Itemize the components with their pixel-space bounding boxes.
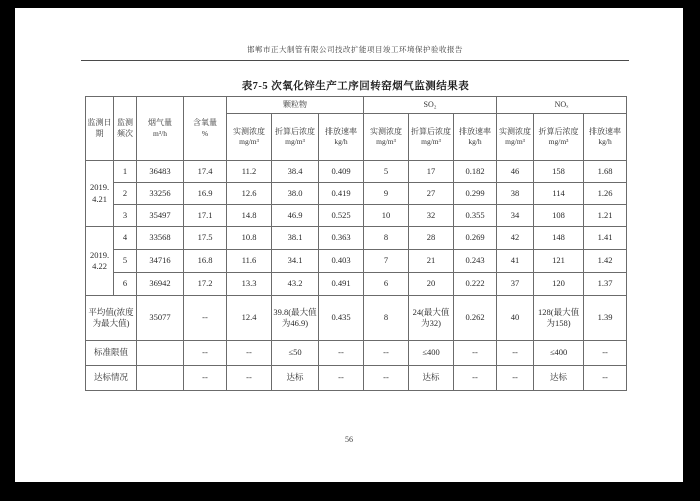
col-header-flue-volume: 烟气量 m³/h [137, 97, 184, 161]
data-cell: 1.68 [584, 161, 627, 183]
data-cell: 120 [534, 273, 584, 296]
col-header-so2-measured: 实测浓度 mg/m³ [364, 114, 409, 161]
data-cell: 34.1 [272, 250, 319, 273]
data-cell: -- [184, 341, 227, 366]
data-cell: 0.435 [319, 296, 364, 341]
data-cell: 9 [364, 183, 409, 205]
col-header-nox-rate: 排放速率 kg/h [584, 114, 627, 161]
data-cell: ≤400 [409, 341, 454, 366]
report-header: 邯郸市正大制管有限公司技改扩能项目竣工环境保护验收报告 [81, 44, 629, 61]
group-header-so2: SO₂ [364, 97, 497, 114]
group-header-nox: NOₓ [497, 97, 627, 114]
standard-limit-row [86, 341, 627, 366]
data-cell: 46 [497, 161, 534, 183]
data-cell: 33256 [137, 183, 184, 205]
data-cell: 121 [534, 250, 584, 273]
col-header-so2-converted: 折算后浓度 mg/m³ [409, 114, 454, 161]
data-cell: -- [319, 341, 364, 366]
data-cell: 114 [534, 183, 584, 205]
data-cell: 7 [364, 250, 409, 273]
col-header-nox-converted: 折算后浓度 mg/m³ [534, 114, 584, 161]
data-cell: -- [584, 366, 627, 391]
data-cell: 1.41 [584, 227, 627, 250]
row-label: 标准限值 [86, 341, 137, 366]
data-cell: 3 [114, 205, 137, 227]
data-cell: 16.8 [184, 250, 227, 273]
data-cell: -- [454, 341, 497, 366]
data-cell: 达标 [272, 366, 319, 391]
data-cell: 12.6 [227, 183, 272, 205]
flue-volume-unit: m³/h [153, 128, 167, 138]
row-label: 平均值(浓度为最大值) [86, 296, 137, 341]
table-row [86, 161, 627, 183]
data-cell: 27 [409, 183, 454, 205]
data-cell: 0.525 [319, 205, 364, 227]
data-cell: -- [584, 341, 627, 366]
col-header-so2-rate: 排放速率 kg/h [454, 114, 497, 161]
data-cell: 2 [114, 183, 137, 205]
data-cell: 32 [409, 205, 454, 227]
data-cell: 40 [497, 296, 534, 341]
data-cell: 13.3 [227, 273, 272, 296]
document-page [15, 8, 683, 482]
data-cell: 128(最大值为158) [534, 296, 584, 341]
data-cell: 46.9 [272, 205, 319, 227]
data-cell: -- [454, 366, 497, 391]
data-cell [137, 366, 184, 391]
data-cell: 24(最大值为32) [409, 296, 454, 341]
data-cell: 6 [364, 273, 409, 296]
data-cell: ≤400 [534, 341, 584, 366]
data-cell: -- [184, 296, 227, 341]
data-cell: 0.299 [454, 183, 497, 205]
data-cell: 1.39 [584, 296, 627, 341]
data-cell: -- [364, 366, 409, 391]
compliance-status-row [86, 366, 627, 391]
data-cell: 16.9 [184, 183, 227, 205]
data-cell: 0.363 [319, 227, 364, 250]
col-header-frequency: 监测频次 [114, 97, 137, 161]
col-header-pm-rate: 排放速率 kg/h [319, 114, 364, 161]
data-cell: 17.1 [184, 205, 227, 227]
table-row [86, 205, 627, 227]
data-cell: 0.403 [319, 250, 364, 273]
data-cell: 5 [364, 161, 409, 183]
data-cell: 1 [114, 161, 137, 183]
data-cell: 达标 [409, 366, 454, 391]
data-cell: 0.182 [454, 161, 497, 183]
data-cell: 0.243 [454, 250, 497, 273]
data-cell: 14.8 [227, 205, 272, 227]
data-cell: 36942 [137, 273, 184, 296]
data-cell: 1.42 [584, 250, 627, 273]
oxygen-unit: % [201, 128, 209, 138]
data-cell: 1.37 [584, 273, 627, 296]
data-cell: 17.5 [184, 227, 227, 250]
data-cell: 38.1 [272, 227, 319, 250]
data-cell: 17.4 [184, 161, 227, 183]
data-cell [137, 341, 184, 366]
data-cell: 38.0 [272, 183, 319, 205]
data-cell: 39.8(最大值为46.9) [272, 296, 319, 341]
data-cell: 0.355 [454, 205, 497, 227]
date-cell: 2019. 4.21 [86, 161, 114, 227]
data-cell: -- [227, 366, 272, 391]
data-cell: 37 [497, 273, 534, 296]
data-cell: 0.419 [319, 183, 364, 205]
data-cell: 0.409 [319, 161, 364, 183]
data-cell: 17 [409, 161, 454, 183]
page-number: 56 [345, 435, 353, 444]
data-cell: 1.26 [584, 183, 627, 205]
data-cell: 12.4 [227, 296, 272, 341]
data-cell: 38 [497, 183, 534, 205]
data-cell: 33568 [137, 227, 184, 250]
data-cell: 20 [409, 273, 454, 296]
data-cell: 41 [497, 250, 534, 273]
table-title: 表7-5 次氧化锌生产工序回转窑烟气监测结果表 [241, 81, 470, 92]
data-cell: 36483 [137, 161, 184, 183]
data-cell: 5 [114, 250, 137, 273]
data-cell: 10 [364, 205, 409, 227]
data-cell: 0.491 [319, 273, 364, 296]
data-cell: 8 [364, 296, 409, 341]
data-cell: 148 [534, 227, 584, 250]
data-cell: -- [227, 341, 272, 366]
data-cell: 11.6 [227, 250, 272, 273]
data-cell: 17.2 [184, 273, 227, 296]
data-cell: 28 [409, 227, 454, 250]
table-row [86, 273, 627, 296]
data-cell: 0.222 [454, 273, 497, 296]
table-row [86, 250, 627, 273]
data-cell: 1.21 [584, 205, 627, 227]
col-header-oxygen: 含氧量 % [184, 97, 227, 161]
data-cell: -- [364, 341, 409, 366]
data-cell: 6 [114, 273, 137, 296]
data-cell: 达标 [534, 366, 584, 391]
table-row [86, 183, 627, 205]
data-cell: -- [497, 341, 534, 366]
data-cell: 10.8 [227, 227, 272, 250]
date-cell: 2019. 4.22 [86, 227, 114, 296]
table-row [86, 227, 627, 250]
data-cell: 11.2 [227, 161, 272, 183]
data-cell: 158 [534, 161, 584, 183]
data-cell: 43.2 [272, 273, 319, 296]
col-header-date: 监测日期 [86, 97, 114, 161]
average-row [86, 296, 627, 341]
data-cell: 108 [534, 205, 584, 227]
col-header-nox-measured: 实测浓度 mg/m³ [497, 114, 534, 161]
data-cell: 42 [497, 227, 534, 250]
table-header-group-row [86, 97, 627, 114]
data-cell: 34716 [137, 250, 184, 273]
data-cell: 35077 [137, 296, 184, 341]
monitoring-results-table [85, 96, 627, 391]
data-cell: 21 [409, 250, 454, 273]
data-cell: ≤50 [272, 341, 319, 366]
data-cell: -- [497, 366, 534, 391]
data-cell: -- [319, 366, 364, 391]
data-cell: 4 [114, 227, 137, 250]
data-cell: 8 [364, 227, 409, 250]
col-header-pm-measured: 实测浓度 mg/m³ [227, 114, 272, 161]
col-header-pm-converted: 折算后浓度 mg/m³ [272, 114, 319, 161]
data-cell: 35497 [137, 205, 184, 227]
data-cell: 34 [497, 205, 534, 227]
data-cell: 0.262 [454, 296, 497, 341]
data-cell: 38.4 [272, 161, 319, 183]
row-label: 达标情况 [86, 366, 137, 391]
data-cell: -- [184, 366, 227, 391]
data-cell: 0.269 [454, 227, 497, 250]
group-header-particulate: 颗粒物 [227, 97, 364, 114]
